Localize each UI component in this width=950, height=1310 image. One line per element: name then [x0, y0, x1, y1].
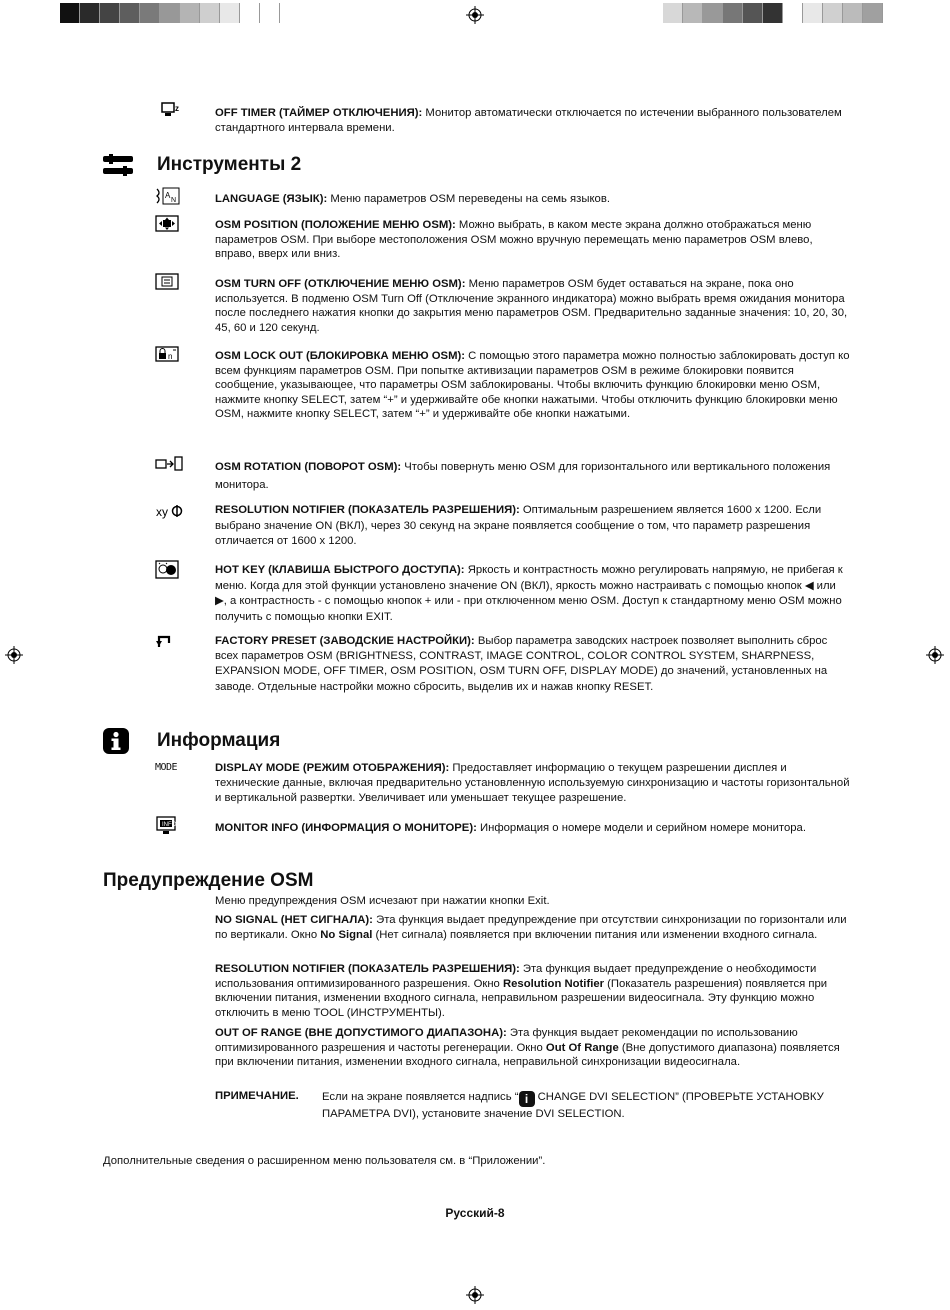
entry-title: HOT KEY (КЛАВИША БЫСТРОГО ДОСТУПА):	[215, 564, 465, 576]
page-number: Русский-8	[445, 1206, 505, 1220]
hot-key-entry	[215, 563, 850, 625]
display-mode-entry	[215, 761, 850, 807]
no-signal-entry	[215, 913, 855, 942]
entry-text: Эта функция выдает предупреждение при отсутствии синхронизации по горизонтали или по вертикали. Окно	[215, 914, 847, 941]
entry-text: (Нет сигнала) появляется при включении питания или изменении входного сигнала.	[372, 928, 818, 941]
information-heading: Информация	[157, 730, 281, 751]
osm-position-entry	[215, 218, 850, 262]
registration-mark-icon	[466, 6, 484, 24]
entry-text: Чтобы повернуть меню OSM для горизонтального или вертикального положения монитора.	[215, 461, 831, 491]
entry-text: Предоставляет информацию о текущем разрешении дисплея и технические данные, включая предварительно установленную используемую синхронизацию и частоты горизонтальной и вертикальной развертки. Увеличивает или уменьшает текущее разрешение.	[215, 762, 850, 805]
note-text	[322, 1090, 842, 1122]
registration-mark-icon	[5, 646, 23, 664]
calibration-strip-right	[663, 3, 883, 23]
svg-text:xy: xy	[156, 505, 168, 519]
osm-rotation-icon	[155, 455, 181, 473]
language-entry	[215, 192, 850, 207]
osm-warning-intro: Меню предупреждения OSM исчезают при нажатии кнопки Exit.	[215, 895, 550, 907]
entry-text: Оптимальным разрешением является 1600 x 1200. Если выбрано значение ON (ВКЛ), через 30 секунд на экране появляется сообщение о том, что параметр разрешения отличается от 1600 x 1200.	[215, 504, 822, 547]
entry-text: (Показатель разрешения) появляется при включении питания, изменении входного сигнала, неправильном разрешении видеосигнала. Эту функцию можно отключить в меню TOOL (ИНСТРУМЕНТЫ).	[215, 977, 828, 1019]
resolution-warning-entry	[215, 962, 855, 1020]
entry-bold: No Signal	[320, 928, 373, 941]
language-icon	[155, 187, 181, 205]
resolution-notifier-entry	[215, 503, 850, 550]
note-text-end: CHANGE DVI SELECTION” (ПРОВЕРЬТЕ УСТАНОВКУ ПАРАМЕТРА DVI), установите значение DVI SELECTION.	[322, 1091, 824, 1120]
monitor-info-entry	[215, 821, 850, 837]
entry-title: OSM POSITION (ПОЛОЖЕНИЕ МЕНЮ OSM):	[215, 219, 456, 231]
info-inline-icon: i	[519, 1091, 535, 1107]
monitor-info-icon	[155, 816, 181, 834]
note-text-start: Если на экране появляется надпись “	[322, 1091, 519, 1103]
osm-position-icon	[155, 215, 181, 233]
svg-text:A: A	[165, 191, 171, 200]
factory-preset-entry	[215, 634, 850, 695]
off-timer-entry	[215, 106, 850, 135]
out-of-range-entry	[215, 1026, 855, 1070]
entry-title: FACTORY PRESET (ЗАВОДСКИЕ НАСТРОЙКИ):	[215, 635, 475, 647]
entry-bold: Resolution Notifier	[502, 977, 605, 990]
osm-turn-off-entry	[215, 277, 850, 335]
entry-title: OSM TURN OFF (ОТКЛЮЧЕНИЕ МЕНЮ OSM):	[215, 278, 466, 290]
entry-text: С помощью этого параметра можно полностью заблокировать доступ ко всем функциям параметров OSM. При попытке активизации параметров OSM в режиме блокировки появится сообщение, указывающее, что параметры OSM заблокированы. Чтобы включить функцию блокировки меню OSM, нажмите кнопку SELECT, затем “+” и удерживайте обе кнопки нажатыми. Чтобы отключить функцию блокировки меню OSM, нажмите кнопку SELECT, затем “+” и удерживайте обе кнопки нажатыми.	[215, 350, 850, 421]
entry-text: Яркость и контрастность можно регулировать напрямую, не прибегая к меню. Когда для этой функции установлено значение ON (ВКЛ), яркость можно настраивать с помощью кнопок ◀ или ▶, а контрастность - с помощью кнопок + или - при отключенном меню OSM. Доступ к стандартному меню OSM можно получить с помощью кнопки EXIT.	[215, 564, 843, 623]
tools-heading: Инструменты 2	[157, 154, 302, 175]
entry-text: Меню параметров OSM переведены на семь языков.	[327, 193, 610, 205]
calibration-strip-left	[60, 3, 280, 23]
note-label: ПРИМЕЧАНИЕ.	[215, 1090, 299, 1102]
entry-title: OFF TIMER (ТАЙМЕР ОТКЛЮЧЕНИЯ):	[215, 107, 423, 119]
entry-text: (Вне допустимого диапазона) появляется при включении питания, изменении входного сигнала, неправильной синхронизации видеосигнала.	[215, 1041, 840, 1069]
hot-key-icon	[155, 560, 181, 578]
svg-text:N: N	[171, 197, 177, 204]
entry-text: Эта функция выдает предупреждение о необходимости использования оптимизированного разрешения. Окно	[215, 963, 817, 990]
osm-turn-off-icon	[155, 273, 181, 291]
resolution-notifier-icon	[155, 502, 181, 520]
off-timer-icon	[155, 101, 181, 119]
entry-title: DISPLAY MODE (РЕЖИМ ОТОБРАЖЕНИЯ):	[215, 762, 450, 774]
entry-text: Выбор параметра заводских настроек позволяет выполнить сброс всех параметров OSM (BRIGHTNESS, CONTRAST, IMAGE CONTROL, COLOR CONTROL SYSTEM, SHARPNESS, EXPANSION MODE, OFF TIMER, OSM POSITION, OSM TURN OFF, DISPLAY MODE) до значений, установленных на заводе. Отдельные настройки можно сбросить, выделив их и нажав кнопку RESET.	[215, 635, 828, 693]
entry-title: RESOLUTION NOTIFIER (ПОКАЗАТЕЛЬ РАЗРЕШЕНИЯ):	[215, 504, 520, 516]
entry-text: Можно выбрать, в каком месте экрана должно отображаться меню параметров OSM. При выборе местоположения OSM можно вручную перемещать меню параметров OSM влево, вправо, вверх или вниз.	[215, 219, 813, 261]
entry-title: LANGUAGE (ЯЗЫК):	[215, 193, 328, 205]
entry-title: OUT OF RANGE (ВНЕ ДОПУСТИМОГО ДИАПАЗОНА):	[215, 1027, 507, 1039]
factory-preset-icon	[155, 632, 181, 650]
osm-rotation-entry	[215, 458, 850, 494]
osm-warning-heading: Предупреждение OSM	[103, 870, 314, 891]
entry-bold: Out Of Range	[545, 1041, 619, 1054]
entry-text: Меню параметров OSM будет оставаться на экране, пока оно используется. В подменю OSM Turn Off (Отключение экранного индикатора) можно выбрать время ожидания монитора после последнего нажатия кнопки до закрытия меню параметров OSM. Предварительно заданные значения: 10, 20, 30, 45, 60 и 120 секунд.	[215, 278, 848, 334]
svg-text:n: n	[168, 352, 173, 361]
entry-text: Монитор автоматически отключается по истечении выбранного пользователем стандартного интервала времени.	[215, 107, 842, 134]
svg-text:z: z	[175, 104, 179, 113]
registration-mark-icon	[926, 646, 944, 664]
footer-note: Дополнительные сведения о расширенном меню пользователя см. в “Приложении”.	[103, 1155, 546, 1167]
osm-lock-entry	[215, 349, 850, 422]
tools-icon	[103, 154, 133, 181]
osm-lock-icon	[155, 345, 181, 363]
display-mode-icon: MODE	[155, 762, 178, 773]
entry-title: RESOLUTION NOTIFIER (ПОКАЗАТЕЛЬ РАЗРЕШЕНИЯ):	[215, 963, 520, 975]
entry-title: OSM ROTATION (ПОВОРОТ OSM):	[215, 461, 402, 473]
entry-title: OSM LOCK OUT (БЛОКИРОВКА МЕНЮ OSM):	[215, 350, 465, 362]
svg-text:INFO: INFO	[162, 822, 177, 828]
entry-title: NO SIGNAL (НЕТ СИГНАЛА):	[215, 914, 373, 926]
information-icon	[103, 728, 129, 759]
entry-text: Эта функция выдает рекомендации по использованию оптимизированного разрешения и частоты регенерации. Окно	[215, 1027, 798, 1054]
entry-title: MONITOR INFO (ИНФОРМАЦИЯ О МОНИТОРЕ):	[215, 822, 477, 834]
entry-text: Информация о номере модели и серийном номере монитора.	[476, 822, 806, 834]
registration-mark-icon	[466, 1286, 484, 1304]
